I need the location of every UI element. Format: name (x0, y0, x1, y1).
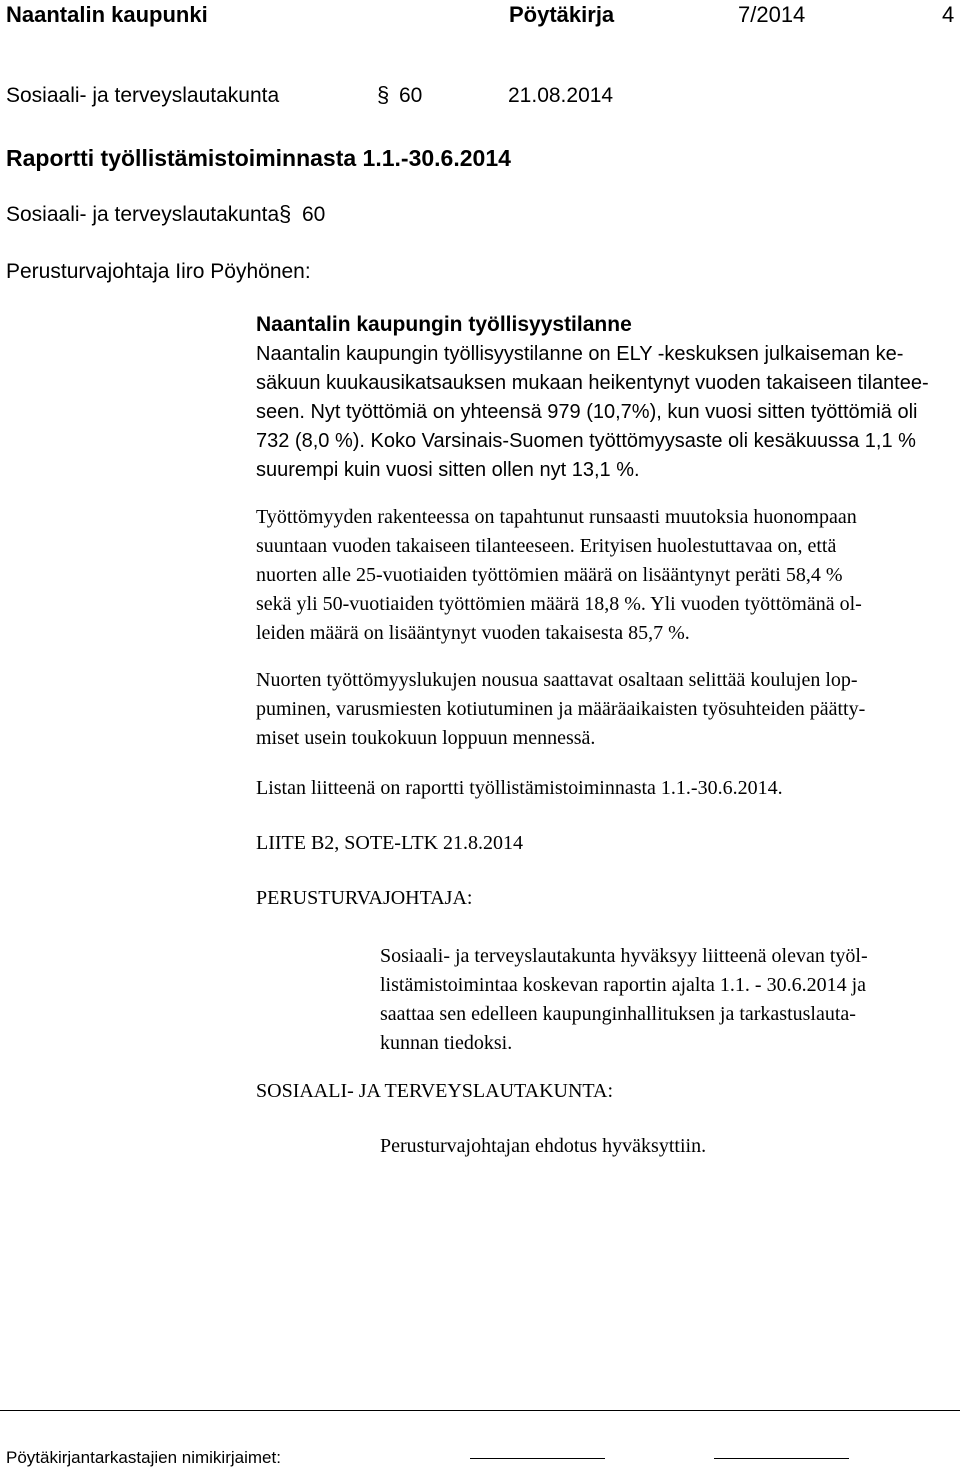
header-issue: 7/2014 (738, 2, 806, 27)
subheading: Naantalin kaupungin työllisyystilanne (256, 313, 632, 336)
proposal (380, 942, 868, 1058)
section-sign-icon: § (377, 82, 390, 107)
paragraph-3 (256, 666, 865, 753)
paragraph-line: suuntaan vuoden takaiseen tilanteeseen. Erityisen huolestuttavaa on, että (256, 535, 837, 557)
decision-label: SOSIAALI- JA TERVEYSLAUTAKUNTA: (256, 1080, 614, 1102)
paragraph-line: Nuorten työttömyyslukujen nousua saattavat osaltaan selittää koulujen lop- (256, 669, 858, 691)
proposal-line: saattaa sen edelleen kaupunginhallituksen ja tarkastuslauta- (380, 1003, 856, 1025)
signature-label: Pöytäkirjantarkastajien nimikirjaimet: (6, 1448, 281, 1467)
attachment-note: Listan liitteenä on raportti työllistämistoiminnasta 1.1.-30.6.2014. (256, 777, 783, 799)
signature-line (470, 1458, 605, 1459)
paragraph-line: sekä yli 50-vuotiaiden työttömien määrä 18,8 %. Yli vuoden työttömänä ol- (256, 593, 862, 615)
item-section-number: 60 (302, 203, 326, 226)
attachment-ref: LIITE B2, SOTE-LTK 21.8.2014 (256, 832, 524, 854)
signature-line (714, 1458, 849, 1459)
decision: Perusturvajohtajan ehdotus hyväksyttiin. (380, 1135, 707, 1157)
paragraph-line: leiden määrä on lisääntynyt vuoden takaisesta 85,7 %. (256, 622, 690, 644)
paragraph-line: nuorten alle 25-vuotiaiden työttömien määrä on lisääntynyt peräti 58,4 % (256, 564, 843, 586)
paragraph-line: miset usein toukokuun loppuun mennessä. (256, 727, 596, 749)
paragraph-line: Työttömyyden rakenteessa on tapahtunut runsaasti muutoksia huonompaan (256, 506, 857, 528)
paragraph-2 (256, 503, 862, 648)
meeting-committee: Sosiaali- ja terveyslautakunta (6, 84, 280, 107)
paragraph-line: 732 (8,0 %). Koko Varsinais-Suomen työttömyysaste oli kesäkuussa 1,1 % (256, 430, 916, 452)
meeting-section-number: 60 (399, 84, 423, 107)
proposal-line: kunnan tiedoksi. (380, 1032, 513, 1054)
footer-rule (0, 1410, 960, 1411)
item-committee-ref: Sosiaali- ja terveyslautakunta (6, 203, 280, 226)
header-org: Naantalin kaupunki (6, 2, 208, 27)
paragraph-line: Naantalin kaupungin työllisyystilanne on ELY -keskuksen julkaiseman ke- (256, 343, 904, 365)
proposer-label: PERUSTURVAJOHTAJA: (256, 887, 473, 909)
proposal-line: Sosiaali- ja terveyslautakunta hyväksyy liitteenä olevan työl- (380, 945, 868, 967)
header-page-number: 4 (942, 2, 955, 27)
paragraph-line: säkuun kuukausikatsauksen mukaan heikentynyt vuoden takaiseen tilantee- (256, 372, 929, 394)
header-doc-type: Pöytäkirja (509, 2, 615, 27)
paragraph-1 (256, 340, 929, 485)
presenter: Perusturvajohtaja Iiro Pöyhönen: (6, 260, 311, 283)
item-title: Raportti työllistämistoiminnasta 1.1.-30.6.2014 (6, 145, 511, 171)
paragraph-line: suurempi kuin vuosi sitten ollen nyt 13,1 %. (256, 459, 640, 481)
paragraph-line: seen. Nyt työttömiä on yhteensä 979 (10,7%), kun vuosi sitten työttömiä oli (256, 401, 918, 423)
paragraph-line: puminen, varusmiesten kotiutuminen ja määräaikaisten työsuhteiden päätty- (256, 698, 866, 720)
proposal-line: listämistoimintaa koskevan raportin ajalta 1.1. - 30.6.2014 ja (380, 974, 867, 996)
section-sign-icon: § (279, 201, 292, 226)
meeting-date: 21.08.2014 (508, 84, 614, 107)
